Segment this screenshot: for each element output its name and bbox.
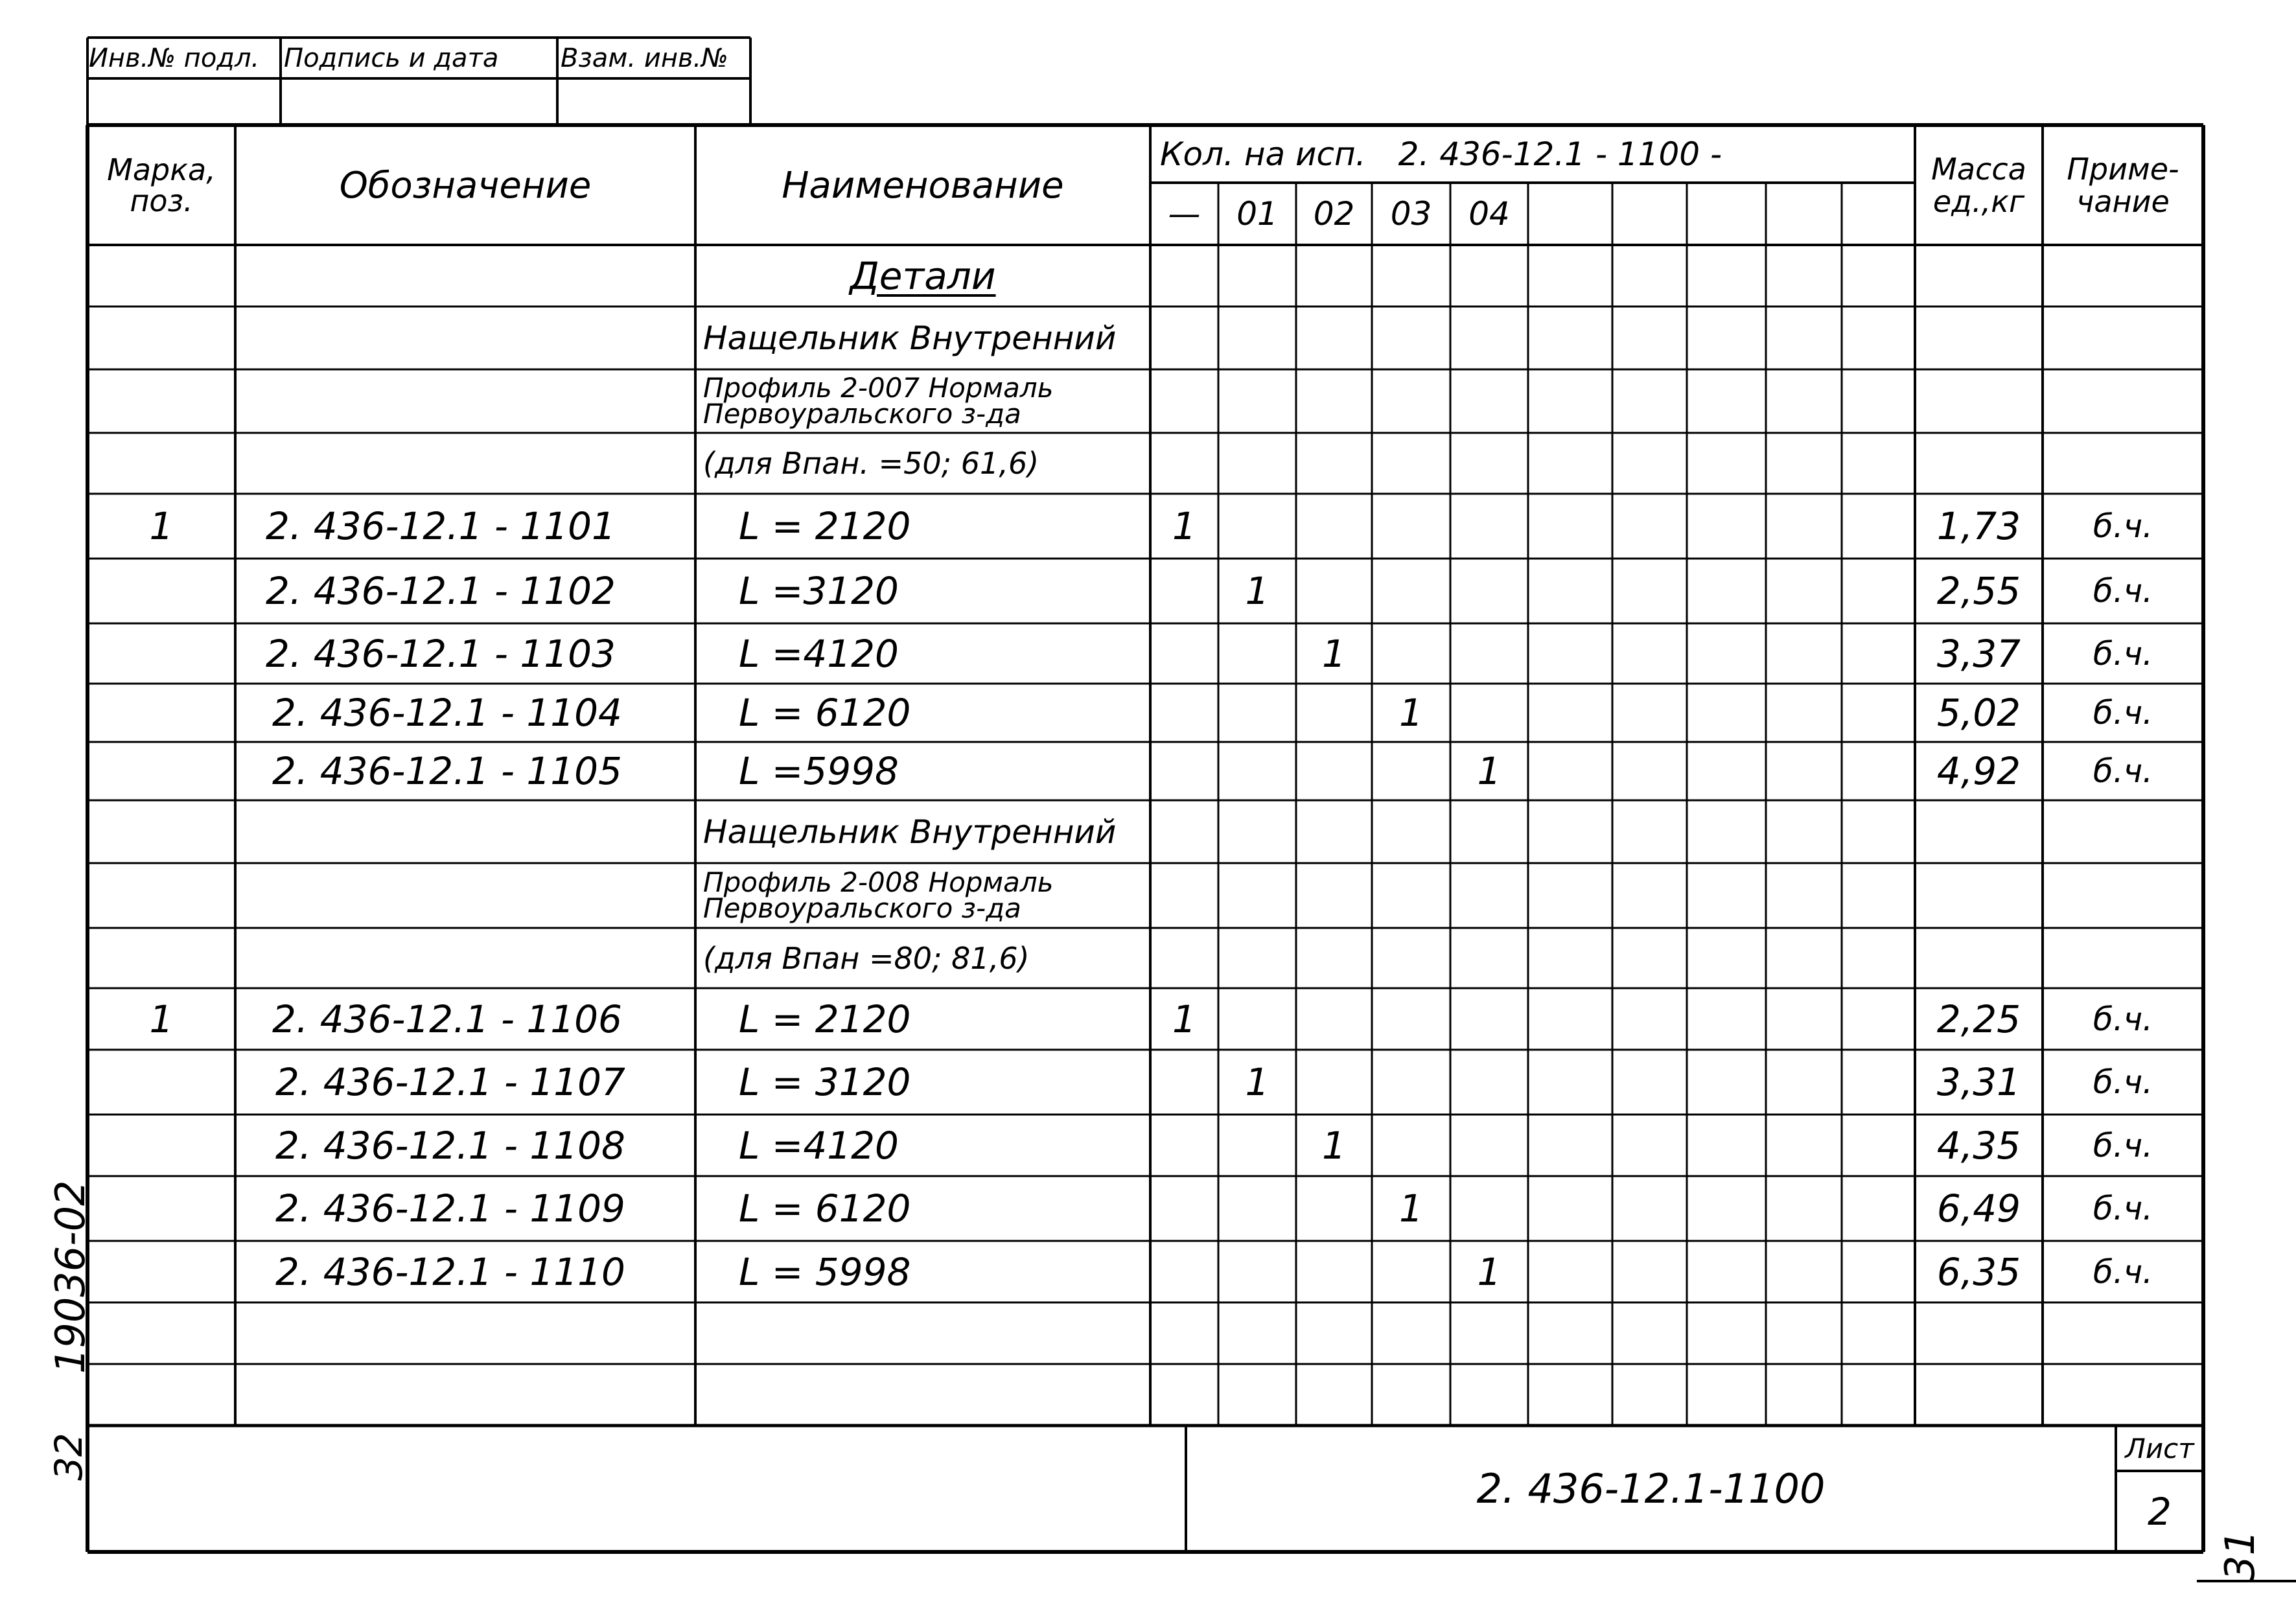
qty-col-base: — xyxy=(1168,195,1201,233)
header-mass-line1: Масса xyxy=(1931,152,2026,187)
row-name: (для Bпан. =50; 61,6) xyxy=(703,446,1039,481)
row-designation: 2. 436-12.1 - 1106 xyxy=(272,997,622,1041)
row-designation: 2. 436-12.1 - 1107 xyxy=(275,1060,625,1104)
row-qty: 1 xyxy=(1477,1250,1502,1294)
row-name: Нащельник Внутренний xyxy=(703,813,1117,851)
row-mark: 1 xyxy=(149,504,174,548)
row-name: L = 3120 xyxy=(739,1060,911,1104)
row-designation: 2. 436-12.1 - 1108 xyxy=(275,1124,625,1168)
row-note: б.ч. xyxy=(2093,635,2153,673)
left-margin-page: 32 xyxy=(47,1433,91,1481)
row-mass: 3,37 xyxy=(1936,632,2021,676)
row-qty: 1 xyxy=(1399,1186,1423,1231)
row-note: б.ч. xyxy=(2093,1127,2153,1164)
header-mass-line2: ед.,кг xyxy=(1932,184,2025,219)
header-mark xyxy=(89,127,234,244)
row-designation: 2. 436-12.1 - 1104 xyxy=(272,691,622,735)
header-mark-line1: Марка, xyxy=(107,152,216,187)
row-name: Профиль 2-008 Нормаль Первоуральского з-да xyxy=(703,866,1054,924)
row-note: б.ч. xyxy=(2093,1063,2153,1101)
row-qty: 1 xyxy=(1245,1060,1270,1104)
header-designation: Обозначение xyxy=(339,164,592,207)
row-note: б.ч. xyxy=(2093,1253,2153,1291)
row-mass: 4,35 xyxy=(1936,1124,2021,1168)
row-designation: 2. 436-12.1 - 1101 xyxy=(266,504,616,548)
row-qty: 1 xyxy=(1322,1124,1346,1168)
row-designation: 2. 436-12.1 - 1105 xyxy=(272,749,622,793)
row-name: L =5998 xyxy=(739,749,899,793)
table-row-section-title xyxy=(697,246,1149,306)
header-note-line1: Приме- xyxy=(2067,152,2179,187)
row-name: Профиль 2-007 Нормаль Первоуральского з-да xyxy=(703,372,1054,430)
stamp-inv-label: Инв.№ подл. xyxy=(89,43,260,73)
row-name: L = 2120 xyxy=(739,997,911,1041)
row-note: б.ч. xyxy=(2093,752,2153,790)
left-margin-code: 19036-02 xyxy=(47,1180,94,1374)
row-designation: 2. 436-12.1 - 1102 xyxy=(266,569,616,613)
row-mass: 2,55 xyxy=(1936,569,2021,613)
row-note: б.ч. xyxy=(2093,572,2153,610)
row-mark: 1 xyxy=(149,997,174,1041)
header-qty-doc: 2. 436-12.1 - 1100 - xyxy=(1398,135,1722,173)
row-name: (для Bпан =80; 81,6) xyxy=(703,941,1030,976)
qty-col-04: 04 xyxy=(1468,195,1510,233)
right-margin-page: 31 xyxy=(2216,1530,2264,1581)
qty-col-02: 02 xyxy=(1313,195,1355,233)
row-designation: 2. 436-12.1 - 1109 xyxy=(275,1186,625,1231)
row-note: б.ч. xyxy=(2093,507,2153,545)
row-note: б.ч. xyxy=(2093,1000,2153,1038)
row-qty: 1 xyxy=(1322,632,1346,676)
row-designation: 2. 436-12.1 - 1110 xyxy=(275,1250,625,1294)
row-name: Нащельник Внутренний xyxy=(703,319,1117,357)
row-mass: 2,25 xyxy=(1936,997,2021,1041)
section-details-title: Детали xyxy=(850,254,996,298)
header-mark-line2: поз. xyxy=(130,183,193,218)
row-name: L =4120 xyxy=(739,632,899,676)
row-mass: 3,31 xyxy=(1936,1060,2021,1104)
qty-col-01: 01 xyxy=(1236,195,1278,233)
header-name: Наименование xyxy=(782,164,1064,207)
row-mass: 6,35 xyxy=(1936,1250,2021,1294)
row-qty: 1 xyxy=(1245,569,1270,613)
row-mass: 4,92 xyxy=(1936,749,2021,793)
row-qty: 1 xyxy=(1399,691,1423,735)
row-qty: 1 xyxy=(1477,749,1502,793)
doc-number: 2. 436-12.1-1100 xyxy=(1476,1465,1826,1512)
header-note-line2: чание xyxy=(2076,184,2170,219)
header-note xyxy=(2044,127,2202,244)
row-mass: 1,73 xyxy=(1936,504,2021,548)
row-name: L = 6120 xyxy=(739,1186,911,1231)
qty-col-03: 03 xyxy=(1390,195,1432,233)
row-mass: 6,49 xyxy=(1936,1186,2021,1231)
row-note: б.ч. xyxy=(2093,694,2153,732)
sheet-label: Лист xyxy=(2125,1432,2194,1464)
stamp-signature-label: Подпись и дата xyxy=(284,43,499,73)
stamp-replace-label: Взам. инв.№ xyxy=(561,43,728,73)
row-name: L =3120 xyxy=(739,569,899,613)
row-name: L = 2120 xyxy=(739,504,911,548)
header-qty-label: Кол. на исп. xyxy=(1160,135,1366,173)
row-qty: 1 xyxy=(1172,504,1196,548)
row-name: L = 6120 xyxy=(739,691,911,735)
header-qty-title xyxy=(1160,127,1912,181)
row-qty: 1 xyxy=(1172,997,1196,1041)
row-designation: 2. 436-12.1 - 1103 xyxy=(266,632,616,676)
sheet-number: 2 xyxy=(2148,1489,2172,1534)
row-name: L =4120 xyxy=(739,1124,899,1168)
row-note: б.ч. xyxy=(2093,1190,2153,1227)
row-mass: 5,02 xyxy=(1936,691,2021,735)
header-mass xyxy=(1916,127,2041,244)
row-name: L = 5998 xyxy=(739,1250,911,1294)
